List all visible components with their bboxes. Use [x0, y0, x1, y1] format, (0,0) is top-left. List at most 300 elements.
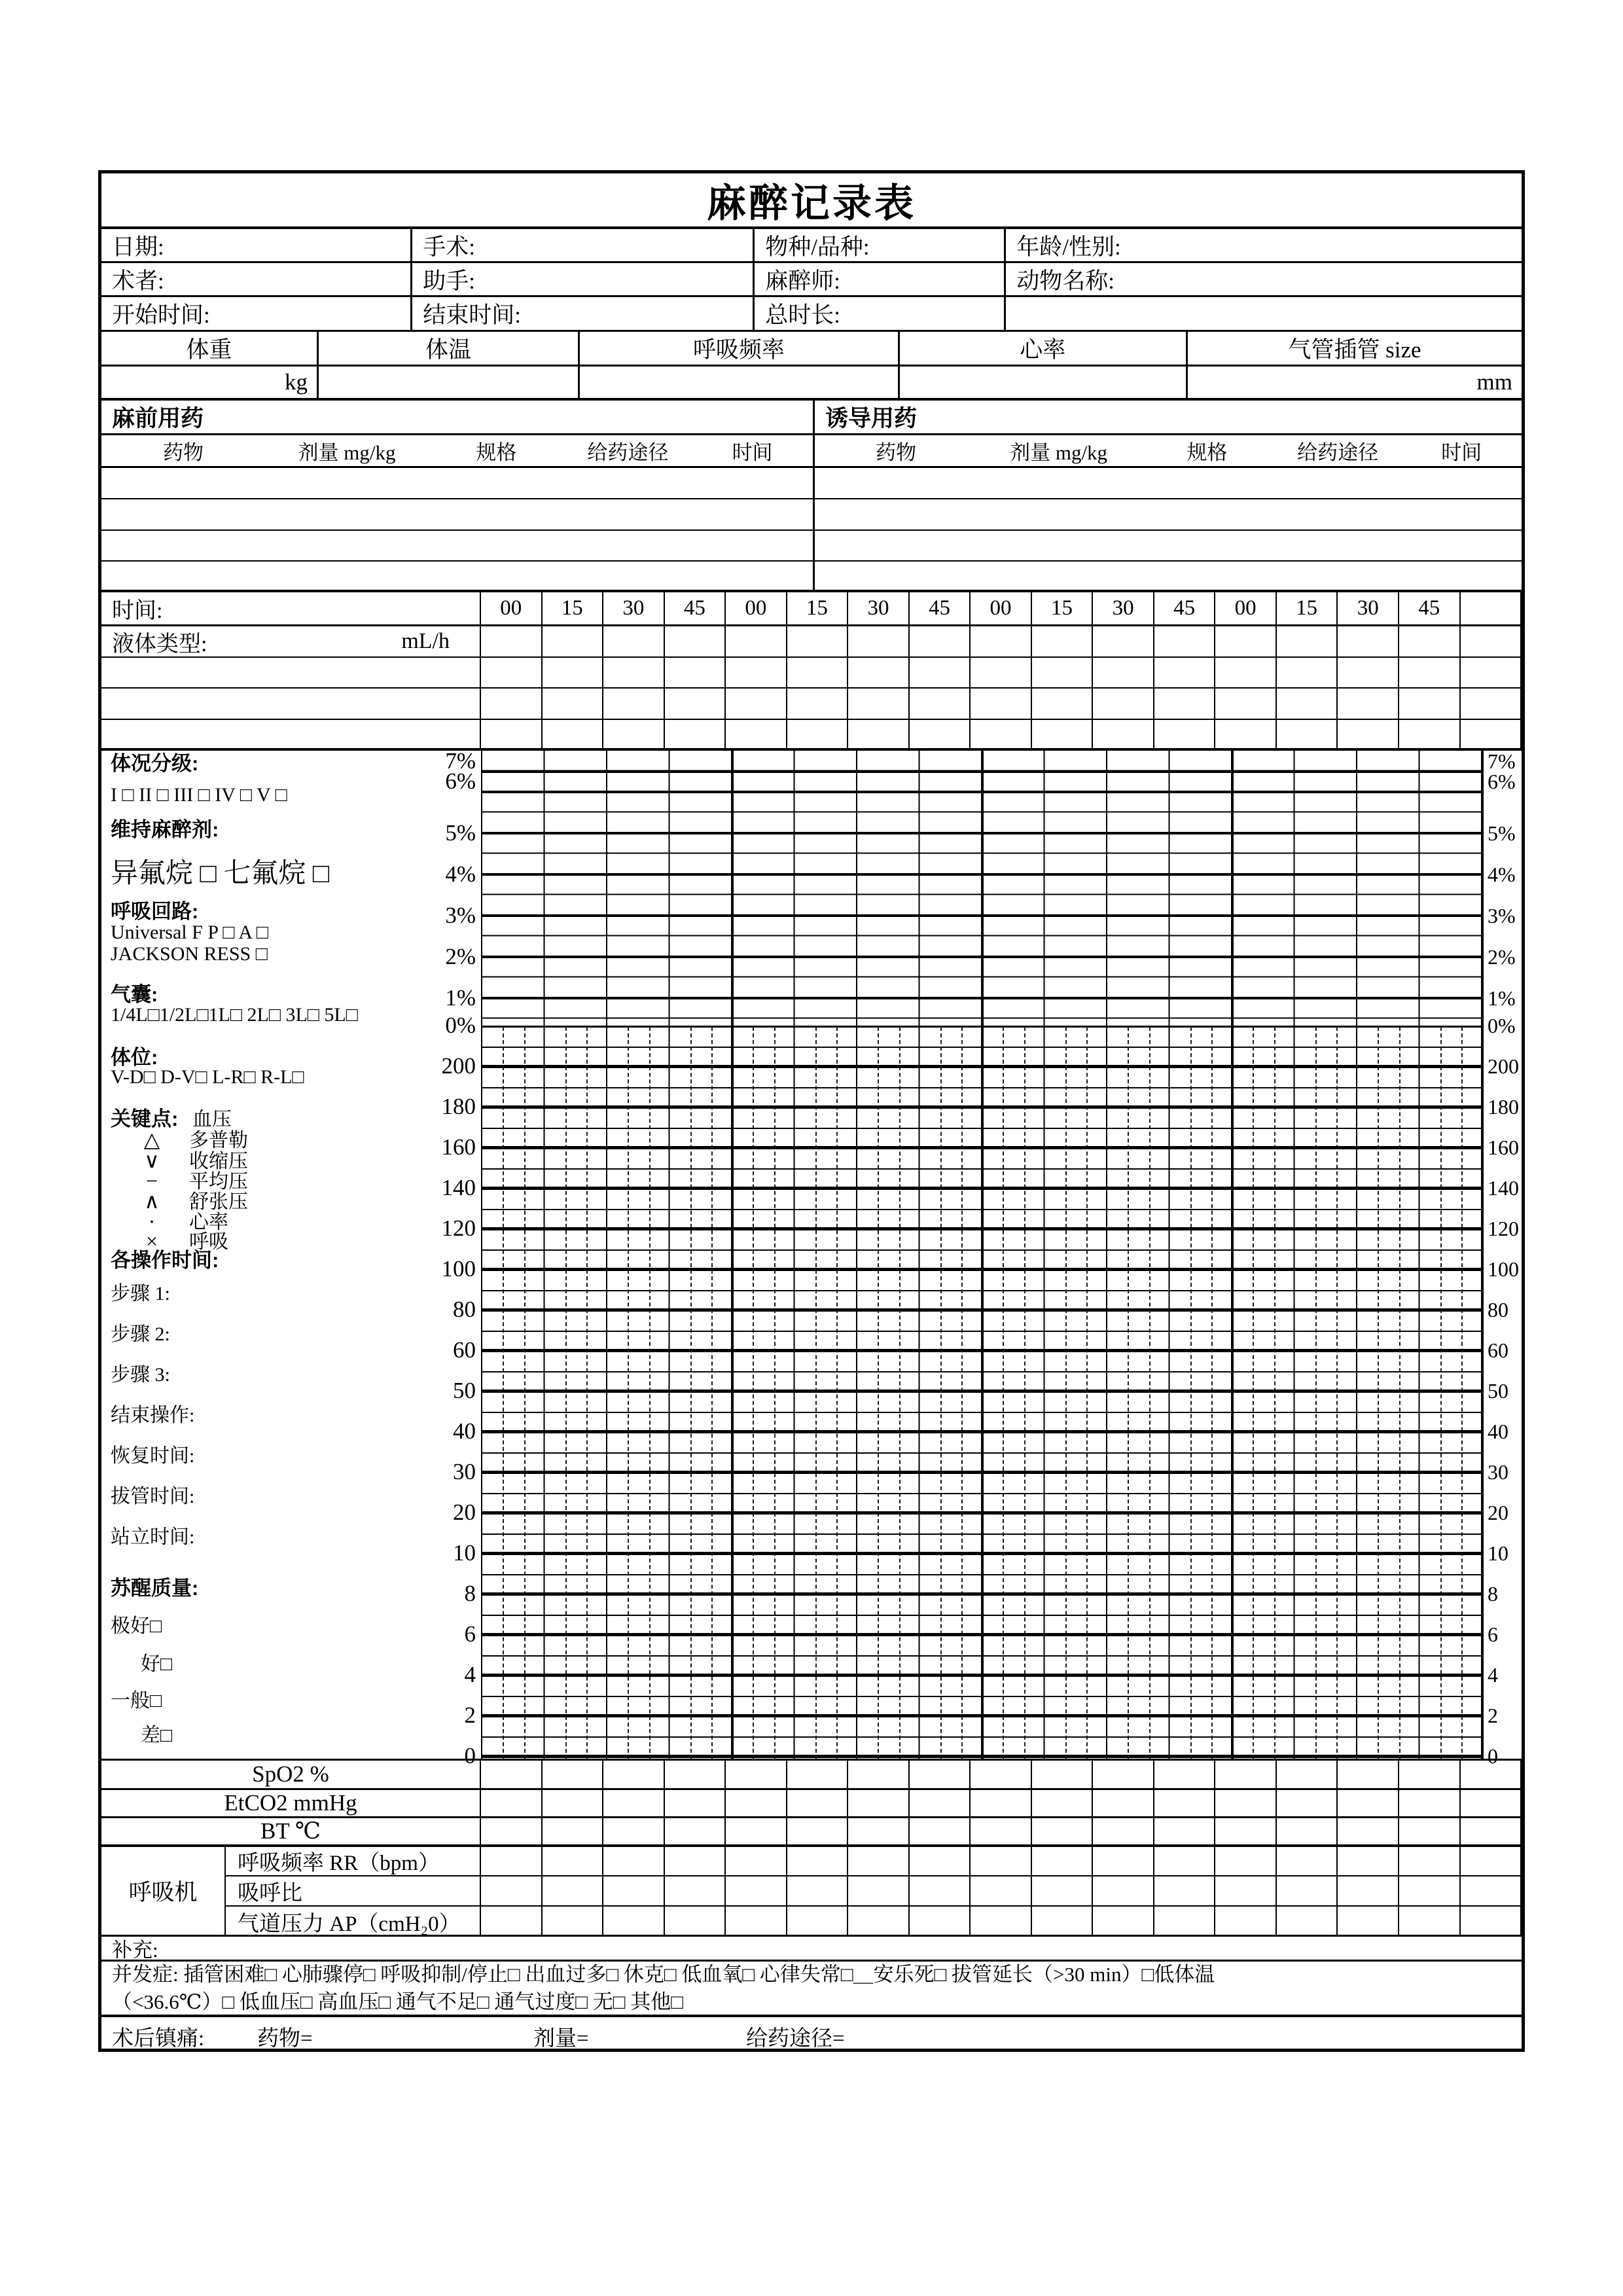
condition-grade-label: 体况分级:	[111, 752, 199, 775]
time-cell-extra[interactable]	[1461, 592, 1522, 624]
grid-cell[interactable]	[1461, 1818, 1522, 1844]
grid-cell[interactable]	[1277, 658, 1338, 687]
grid-cell[interactable]	[543, 1876, 604, 1905]
recovery-fair-option[interactable]: 一般□	[111, 1690, 162, 1712]
grid-cell[interactable]	[1032, 658, 1094, 687]
grid-cell[interactable]	[726, 1761, 787, 1788]
grid-cell[interactable]	[848, 1761, 910, 1788]
step3-field[interactable]: 步骤 3:	[111, 1364, 170, 1386]
grid-cell[interactable]	[1338, 1907, 1399, 1937]
position-options[interactable]: V-D□ D-V□ L-R□ R-L□	[111, 1066, 304, 1088]
grid-cell[interactable]	[1032, 1907, 1094, 1937]
grid-cell[interactable]	[848, 1847, 910, 1875]
grid-cell[interactable]	[726, 720, 787, 748]
grid-cell[interactable]	[481, 1847, 543, 1875]
time-cell[interactable]: 15	[1032, 592, 1094, 624]
grid-cell[interactable]	[787, 1847, 849, 1875]
grid-cell[interactable]	[1215, 1790, 1277, 1816]
grid-cell[interactable]	[1338, 1876, 1399, 1905]
grid-cell[interactable]	[910, 1818, 971, 1844]
grid-cell[interactable]	[848, 1907, 910, 1937]
vital-scale-right-label: 80	[1488, 1298, 1508, 1321]
grid-cell[interactable]	[665, 626, 726, 656]
grid-cell[interactable]	[665, 1761, 726, 1788]
vital-scale-right-label: 60	[1488, 1338, 1508, 1362]
vital-scale-right-label: 20	[1488, 1501, 1508, 1524]
grid-cell[interactable]	[1461, 1790, 1522, 1816]
grid-cell[interactable]	[1461, 1876, 1522, 1905]
grid-cell[interactable]	[1277, 1847, 1338, 1875]
grid-cell[interactable]	[1338, 1761, 1399, 1788]
vital-major-gridline	[482, 1065, 1482, 1067]
grid-cell[interactable]	[481, 1790, 543, 1816]
grid-cell[interactable]	[910, 626, 971, 656]
premed-title: 麻前用药	[112, 406, 204, 431]
grid-cell[interactable]	[1093, 1907, 1154, 1937]
grid-cell[interactable]	[603, 720, 665, 748]
grid-cell[interactable]	[481, 720, 543, 748]
grid-cell[interactable]	[1277, 1761, 1338, 1788]
grid-cell[interactable]	[1154, 1907, 1216, 1937]
grid-cell[interactable]	[665, 1907, 726, 1937]
time-cell[interactable]: 00	[1215, 592, 1277, 624]
vital-scale-left-label: 0	[464, 1743, 476, 1768]
grid-cell[interactable]	[665, 1790, 726, 1816]
vital-scale-left-label: 180	[441, 1094, 476, 1119]
grid-cell[interactable]	[1154, 1790, 1216, 1816]
recovery-time-field[interactable]: 恢复时间:	[111, 1445, 195, 1467]
grid-cell[interactable]	[603, 658, 665, 687]
grid-cell[interactable]	[726, 1818, 787, 1844]
grid-cell[interactable]	[665, 720, 726, 748]
time-cell[interactable]: 15	[543, 592, 604, 624]
fluid-type-label: 液体类型:	[112, 632, 207, 656]
grid-cell[interactable]	[787, 1790, 849, 1816]
grid-cell[interactable]	[726, 626, 787, 656]
grid-cell[interactable]	[1093, 1847, 1154, 1875]
grid-cell[interactable]	[1399, 658, 1461, 687]
percent-scale-left-label: 3%	[445, 903, 476, 928]
grid-cell[interactable]	[910, 658, 971, 687]
grid-cell[interactable]	[971, 1790, 1032, 1816]
grid-cell[interactable]	[603, 1790, 665, 1816]
grid-cell[interactable]	[1277, 1907, 1338, 1937]
grid-cell[interactable]	[971, 1876, 1032, 1905]
maintenance-options[interactable]: 异氟烷 □ 七氟烷 □	[111, 859, 330, 889]
grid-cell[interactable]	[665, 689, 726, 719]
grid-cell[interactable]	[1093, 1876, 1154, 1905]
dashed-gridline	[1253, 1027, 1254, 1759]
grid-cell[interactable]	[1338, 689, 1399, 719]
grid-cell[interactable]	[1032, 1876, 1094, 1905]
vital-scale-right-label: 100	[1488, 1257, 1519, 1281]
grid-cell[interactable]	[543, 689, 604, 719]
grid-cell[interactable]	[603, 689, 665, 719]
induction-entry-cell[interactable]	[815, 499, 1522, 529]
step2-field[interactable]: 步骤 2:	[111, 1323, 170, 1345]
grid-cell[interactable]	[481, 626, 543, 656]
complications-line1[interactable]: 并发症: 插管困难□ 心肺骤停□ 呼吸抑制/停止□ 出血过多□ 休克□ 低血氧□ 心律失常□＿安乐死□ 拔管延长（>30 min）□低体温	[112, 1962, 1215, 1986]
time-row-label: 时间:	[101, 592, 481, 624]
grid-cell[interactable]	[1215, 626, 1277, 656]
recovery-good-option[interactable]: 好□	[141, 1653, 173, 1675]
grid-cell[interactable]	[971, 626, 1032, 656]
grid-cell[interactable]	[848, 626, 910, 656]
premed-col-time: 时间	[732, 441, 773, 464]
grid-cell[interactable]	[481, 1907, 543, 1937]
time-cell[interactable]: 00	[481, 592, 543, 624]
time-cell[interactable]: 15	[1277, 592, 1338, 624]
grid-cell[interactable]	[848, 1790, 910, 1816]
dashed-gridline	[940, 1027, 942, 1759]
grid-cell[interactable]	[1399, 1818, 1461, 1844]
time-cell[interactable]: 30	[848, 592, 910, 624]
induction-title: 诱导用药	[825, 406, 917, 431]
grid-cell[interactable]	[543, 626, 604, 656]
dashed-gridline	[1211, 1027, 1213, 1759]
dot-icon: ·	[148, 1210, 156, 1233]
induction-entry-cell[interactable]	[815, 562, 1522, 590]
grid-cell[interactable]	[787, 1761, 849, 1788]
time-cell[interactable]: 00	[971, 592, 1032, 624]
grid-cell[interactable]	[1215, 720, 1277, 748]
dashed-gridline	[690, 1027, 692, 1759]
vitals-value-row	[101, 367, 1522, 401]
grid-cell[interactable]	[1277, 689, 1338, 719]
temperature-value-cell[interactable]	[319, 367, 580, 398]
weight-value-cell[interactable]: kg	[101, 367, 319, 398]
grid-cell[interactable]	[543, 1761, 604, 1788]
vital-scale-left-label: 60	[453, 1337, 476, 1363]
grid-cell[interactable]	[787, 1818, 849, 1844]
grid-cell[interactable]	[726, 1847, 787, 1875]
grid-cell[interactable]	[1154, 658, 1216, 687]
vital-scale-left-label: 8	[464, 1581, 476, 1606]
grid-cell[interactable]	[848, 658, 910, 687]
grid-cell[interactable]	[481, 658, 543, 687]
vital-scale-left-label: 140	[441, 1175, 476, 1200]
grid-cell[interactable]	[1399, 720, 1461, 748]
grid-cell[interactable]	[1338, 1847, 1399, 1875]
grid-cell[interactable]	[787, 1907, 849, 1937]
dashed-gridline	[1315, 1027, 1317, 1759]
total-duration-field[interactable]: 总时长:	[755, 297, 1006, 330]
grid-cell[interactable]	[1338, 658, 1399, 687]
grid-cell[interactable]	[1215, 1818, 1277, 1844]
legend-label: 多普勒	[189, 1130, 248, 1151]
vital-major-gridline	[482, 1674, 1482, 1676]
species-field[interactable]: 物种/品种:	[755, 229, 1006, 261]
start-time-field[interactable]: 开始时间:	[101, 297, 412, 330]
grid-cell[interactable]	[1277, 1876, 1338, 1905]
grid-cell[interactable]	[481, 1818, 543, 1844]
grid-cell[interactable]	[1277, 720, 1338, 748]
grid-cell[interactable]	[1032, 1847, 1094, 1875]
time-cell[interactable]: 00	[726, 592, 787, 624]
grid-cell[interactable]	[1154, 720, 1216, 748]
grid-cell[interactable]	[1215, 1761, 1277, 1788]
grid-cell[interactable]	[1215, 1847, 1277, 1875]
vital-scale-right-label: 200	[1488, 1054, 1519, 1078]
grid-cell[interactable]	[971, 1818, 1032, 1844]
vitals-header-row	[101, 332, 1522, 367]
grid-cell[interactable]	[1277, 626, 1338, 656]
et-tube-value-cell[interactable]: mm	[1476, 369, 1512, 395]
time-cell[interactable]: 45	[1154, 592, 1216, 624]
grid-cell[interactable]	[1338, 1818, 1399, 1844]
grid-cell[interactable]	[543, 720, 604, 748]
time-cell[interactable]: 30	[603, 592, 665, 624]
grid-cell[interactable]	[910, 689, 971, 719]
time-cell[interactable]: 30	[1093, 592, 1154, 624]
grid-cell[interactable]	[543, 1847, 604, 1875]
grid-cell[interactable]	[1093, 626, 1154, 656]
circuit-universal-option[interactable]: Universal F P □ A □	[111, 922, 268, 943]
end-time-field[interactable]: 结束时间:	[412, 297, 755, 330]
grid-cell[interactable]	[848, 689, 910, 719]
triangle-icon: △	[143, 1128, 160, 1151]
grid-cell[interactable]	[971, 1761, 1032, 1788]
grid-cell[interactable]	[726, 689, 787, 719]
grid-cell[interactable]	[481, 689, 543, 719]
time-cell[interactable]: 30	[1338, 592, 1399, 624]
grid-cell[interactable]	[848, 1876, 910, 1905]
keypoints-title: 关键点:	[111, 1107, 179, 1130]
animal-name-field[interactable]: 动物名称:	[1016, 268, 1115, 294]
postop-route-field[interactable]: 给药途径=	[746, 2027, 845, 2051]
grid-cell[interactable]	[603, 1847, 665, 1875]
grid-cell[interactable]	[1215, 1907, 1277, 1937]
grid-cell[interactable]	[543, 1790, 604, 1816]
grid-cell[interactable]	[1399, 1907, 1461, 1937]
step1-field[interactable]: 步骤 1:	[111, 1283, 170, 1304]
circuit-jackson-option[interactable]: JACKSON RESS □	[111, 943, 268, 965]
postop-drug-field[interactable]: 药物=	[257, 2027, 313, 2051]
grid-cell[interactable]	[726, 1907, 787, 1937]
grid-cell[interactable]	[848, 720, 910, 748]
assistant-field[interactable]: 助手:	[412, 263, 755, 295]
grid-cell[interactable]	[1032, 1818, 1094, 1844]
recovery-poor-option[interactable]: 差□	[141, 1725, 173, 1746]
cross-icon: ×	[145, 1229, 158, 1253]
grid-cell[interactable]	[1032, 720, 1094, 748]
grid-cell[interactable]	[603, 1818, 665, 1844]
grid-cell[interactable]	[910, 1907, 971, 1937]
grid-cell[interactable]	[1461, 689, 1522, 719]
age-sex-field[interactable]: 年龄/性别:	[1016, 234, 1121, 260]
grid-cell[interactable]	[1399, 1761, 1461, 1788]
grid-cell[interactable]	[543, 1818, 604, 1844]
grid-cell[interactable]	[1154, 689, 1216, 719]
ventilator-ie-row	[226, 1876, 1522, 1907]
grid-cell[interactable]	[1215, 1876, 1277, 1905]
dashed-gridline	[1336, 1027, 1338, 1759]
position-label: 体位:	[111, 1046, 158, 1069]
dashed-gridline	[1399, 1027, 1400, 1759]
grid-cell[interactable]	[1093, 658, 1154, 687]
grid-cell[interactable]	[787, 689, 849, 719]
grid-cell[interactable]	[1093, 1818, 1154, 1844]
grid-cell[interactable]	[481, 1761, 543, 1788]
vital-major-gridline	[482, 1390, 1482, 1391]
grid-cell[interactable]	[1154, 1876, 1216, 1905]
grid-cell[interactable]	[1399, 1876, 1461, 1905]
surgeon-field[interactable]: 术者:	[101, 263, 412, 295]
time-cell[interactable]: 45	[665, 592, 726, 624]
time-cell[interactable]: 45	[1399, 592, 1461, 624]
condition-grade-options[interactable]: I □ II □ III □ IV □ V □	[111, 784, 287, 806]
dashed-gridline	[628, 1027, 629, 1759]
info-empty-cell[interactable]	[1006, 297, 1522, 330]
grid-cell[interactable]	[1399, 689, 1461, 719]
induction-entry-cell[interactable]	[815, 468, 1522, 498]
grid-cell[interactable]	[1277, 1790, 1338, 1816]
grid-cell[interactable]	[1215, 689, 1277, 719]
grid-cell[interactable]	[971, 1847, 1032, 1875]
grid-cell[interactable]	[971, 1907, 1032, 1937]
grid-cell[interactable]	[1154, 626, 1216, 656]
grid-cell[interactable]	[665, 1876, 726, 1905]
grid-cell[interactable]	[603, 1876, 665, 1905]
grid-cell[interactable]	[1093, 1790, 1154, 1816]
vital-major-gridline	[482, 1105, 1482, 1107]
vital-major-gridline	[482, 1146, 1482, 1148]
grid-cell[interactable]	[603, 626, 665, 656]
grid-cell[interactable]	[1032, 689, 1094, 719]
chart-grid[interactable]	[481, 751, 1484, 1761]
grid-cell[interactable]	[1032, 1761, 1094, 1788]
grid-cell[interactable]	[1215, 658, 1277, 687]
extubation-time-field[interactable]: 拔管时间:	[111, 1486, 195, 1507]
premed-entry-cell[interactable]	[101, 499, 815, 529]
grid-cell[interactable]	[971, 658, 1032, 687]
info-row-2	[101, 263, 1522, 297]
grid-cell[interactable]	[1461, 1907, 1522, 1937]
grid-cell[interactable]	[726, 658, 787, 687]
date-field[interactable]: 日期:	[101, 229, 412, 261]
circuit-label: 呼吸回路:	[111, 900, 199, 923]
complications-line2[interactable]: （<36.6℃）□ 低血压□ 高血压□ 通气不足□ 通气过度□ 无□ 其他□	[112, 1990, 683, 2013]
respiration-value-cell[interactable]	[580, 367, 899, 398]
ventilator-ie-label: 吸呼比	[226, 1876, 481, 1905]
grid-cell[interactable]	[910, 720, 971, 748]
grid-cell[interactable]	[1461, 1847, 1522, 1875]
grid-cell[interactable]	[1399, 626, 1461, 656]
postop-dose-field[interactable]: 剂量=	[533, 2027, 589, 2051]
grid-cell[interactable]	[1154, 1761, 1216, 1788]
end-operation-field[interactable]: 结束操作:	[111, 1405, 195, 1426]
grid-cell[interactable]	[910, 1790, 971, 1816]
postop-label: 术后镇痛:	[112, 2027, 205, 2051]
surgery-field[interactable]: 手术:	[412, 229, 755, 261]
grid-cell[interactable]	[726, 1790, 787, 1816]
grid-cell[interactable]	[787, 626, 849, 656]
grid-cell[interactable]	[665, 1818, 726, 1844]
grid-cell[interactable]	[1461, 626, 1522, 656]
vital-scale-right-label: 120	[1488, 1217, 1519, 1240]
grid-cell[interactable]	[543, 658, 604, 687]
time-cell[interactable]: 15	[787, 592, 849, 624]
grid-cell[interactable]	[1338, 720, 1399, 748]
grid-cell[interactable]	[787, 720, 849, 748]
percent-scale-left-label: 1%	[445, 985, 476, 1011]
percent-scale-left-label: 0%	[445, 1013, 476, 1038]
grid-cell[interactable]	[1399, 1790, 1461, 1816]
premed-entry-cell[interactable]	[101, 562, 815, 590]
legend-label: 收缩压	[189, 1151, 248, 1172]
grid-cell[interactable]	[726, 1876, 787, 1905]
bag-label: 气囊:	[111, 983, 158, 1006]
grid-cell[interactable]	[603, 1907, 665, 1937]
supplement-row[interactable]	[101, 1937, 1522, 1962]
legend-label: 心率	[189, 1211, 228, 1233]
grid-cell[interactable]	[1399, 1847, 1461, 1875]
time-header-row	[101, 592, 1522, 626]
grid-cell[interactable]	[1032, 1790, 1094, 1816]
anesthetist-field[interactable]: 麻醉师:	[755, 263, 1006, 295]
grid-cell[interactable]	[971, 689, 1032, 719]
heart-rate-value-cell[interactable]	[900, 367, 1188, 398]
fluid-blank-label	[101, 689, 481, 719]
medication-columns-row	[101, 435, 1522, 468]
grid-cell[interactable]	[1277, 1818, 1338, 1844]
premed-entry-cell[interactable]	[101, 531, 815, 560]
grid-cell[interactable]	[971, 720, 1032, 748]
vital-major-gridline	[482, 1187, 1482, 1189]
grid-cell[interactable]	[665, 1847, 726, 1875]
time-cell[interactable]: 45	[910, 592, 971, 624]
induction-entry-cell[interactable]	[815, 531, 1522, 560]
grid-cell[interactable]	[1461, 720, 1522, 748]
grid-cell[interactable]	[543, 1907, 604, 1937]
grid-cell[interactable]	[1032, 626, 1094, 656]
grid-cell[interactable]	[1154, 1818, 1216, 1844]
fluid-blank-label	[101, 658, 481, 687]
percent-scale-left-label: 4%	[445, 861, 476, 887]
grid-cell[interactable]	[910, 1876, 971, 1905]
vital-scale-left-label: 6	[464, 1621, 476, 1647]
fluid-blank-row	[101, 689, 1522, 720]
grid-cell[interactable]	[1338, 626, 1399, 656]
grid-cell[interactable]	[1461, 658, 1522, 687]
grid-cell[interactable]	[787, 658, 849, 687]
grid-cell[interactable]	[1093, 720, 1154, 748]
grid-cell[interactable]	[848, 1818, 910, 1844]
grid-cell[interactable]	[665, 658, 726, 687]
legend-label: 呼吸	[189, 1231, 228, 1253]
premed-entry-cell[interactable]	[101, 468, 815, 498]
info-row-3	[101, 297, 1522, 332]
standing-time-field[interactable]: 站立时间:	[111, 1526, 195, 1548]
grid-cell[interactable]	[1093, 689, 1154, 719]
grid-cell[interactable]	[910, 1847, 971, 1875]
vital-major-gridline	[482, 1552, 1482, 1554]
grid-cell[interactable]	[787, 1876, 849, 1905]
bag-options[interactable]: 1/4L□1/2L□1L□ 2L□ 3L□ 5L□	[111, 1004, 358, 1026]
grid-cell[interactable]	[1338, 1790, 1399, 1816]
grid-cell[interactable]	[481, 1876, 543, 1905]
grid-cell[interactable]	[1093, 1761, 1154, 1788]
induction-col-time: 时间	[1441, 441, 1482, 464]
grid-cell[interactable]	[603, 1761, 665, 1788]
fluid-blank-row	[101, 658, 1522, 689]
medication-header-row	[101, 401, 1522, 435]
grid-cell[interactable]	[910, 1761, 971, 1788]
vital-scale-right-label: 4	[1488, 1663, 1498, 1687]
induction-col-drug: 药物	[876, 441, 917, 464]
grid-cell[interactable]	[1154, 1847, 1216, 1875]
recovery-excellent-option[interactable]: 极好□	[111, 1615, 162, 1637]
